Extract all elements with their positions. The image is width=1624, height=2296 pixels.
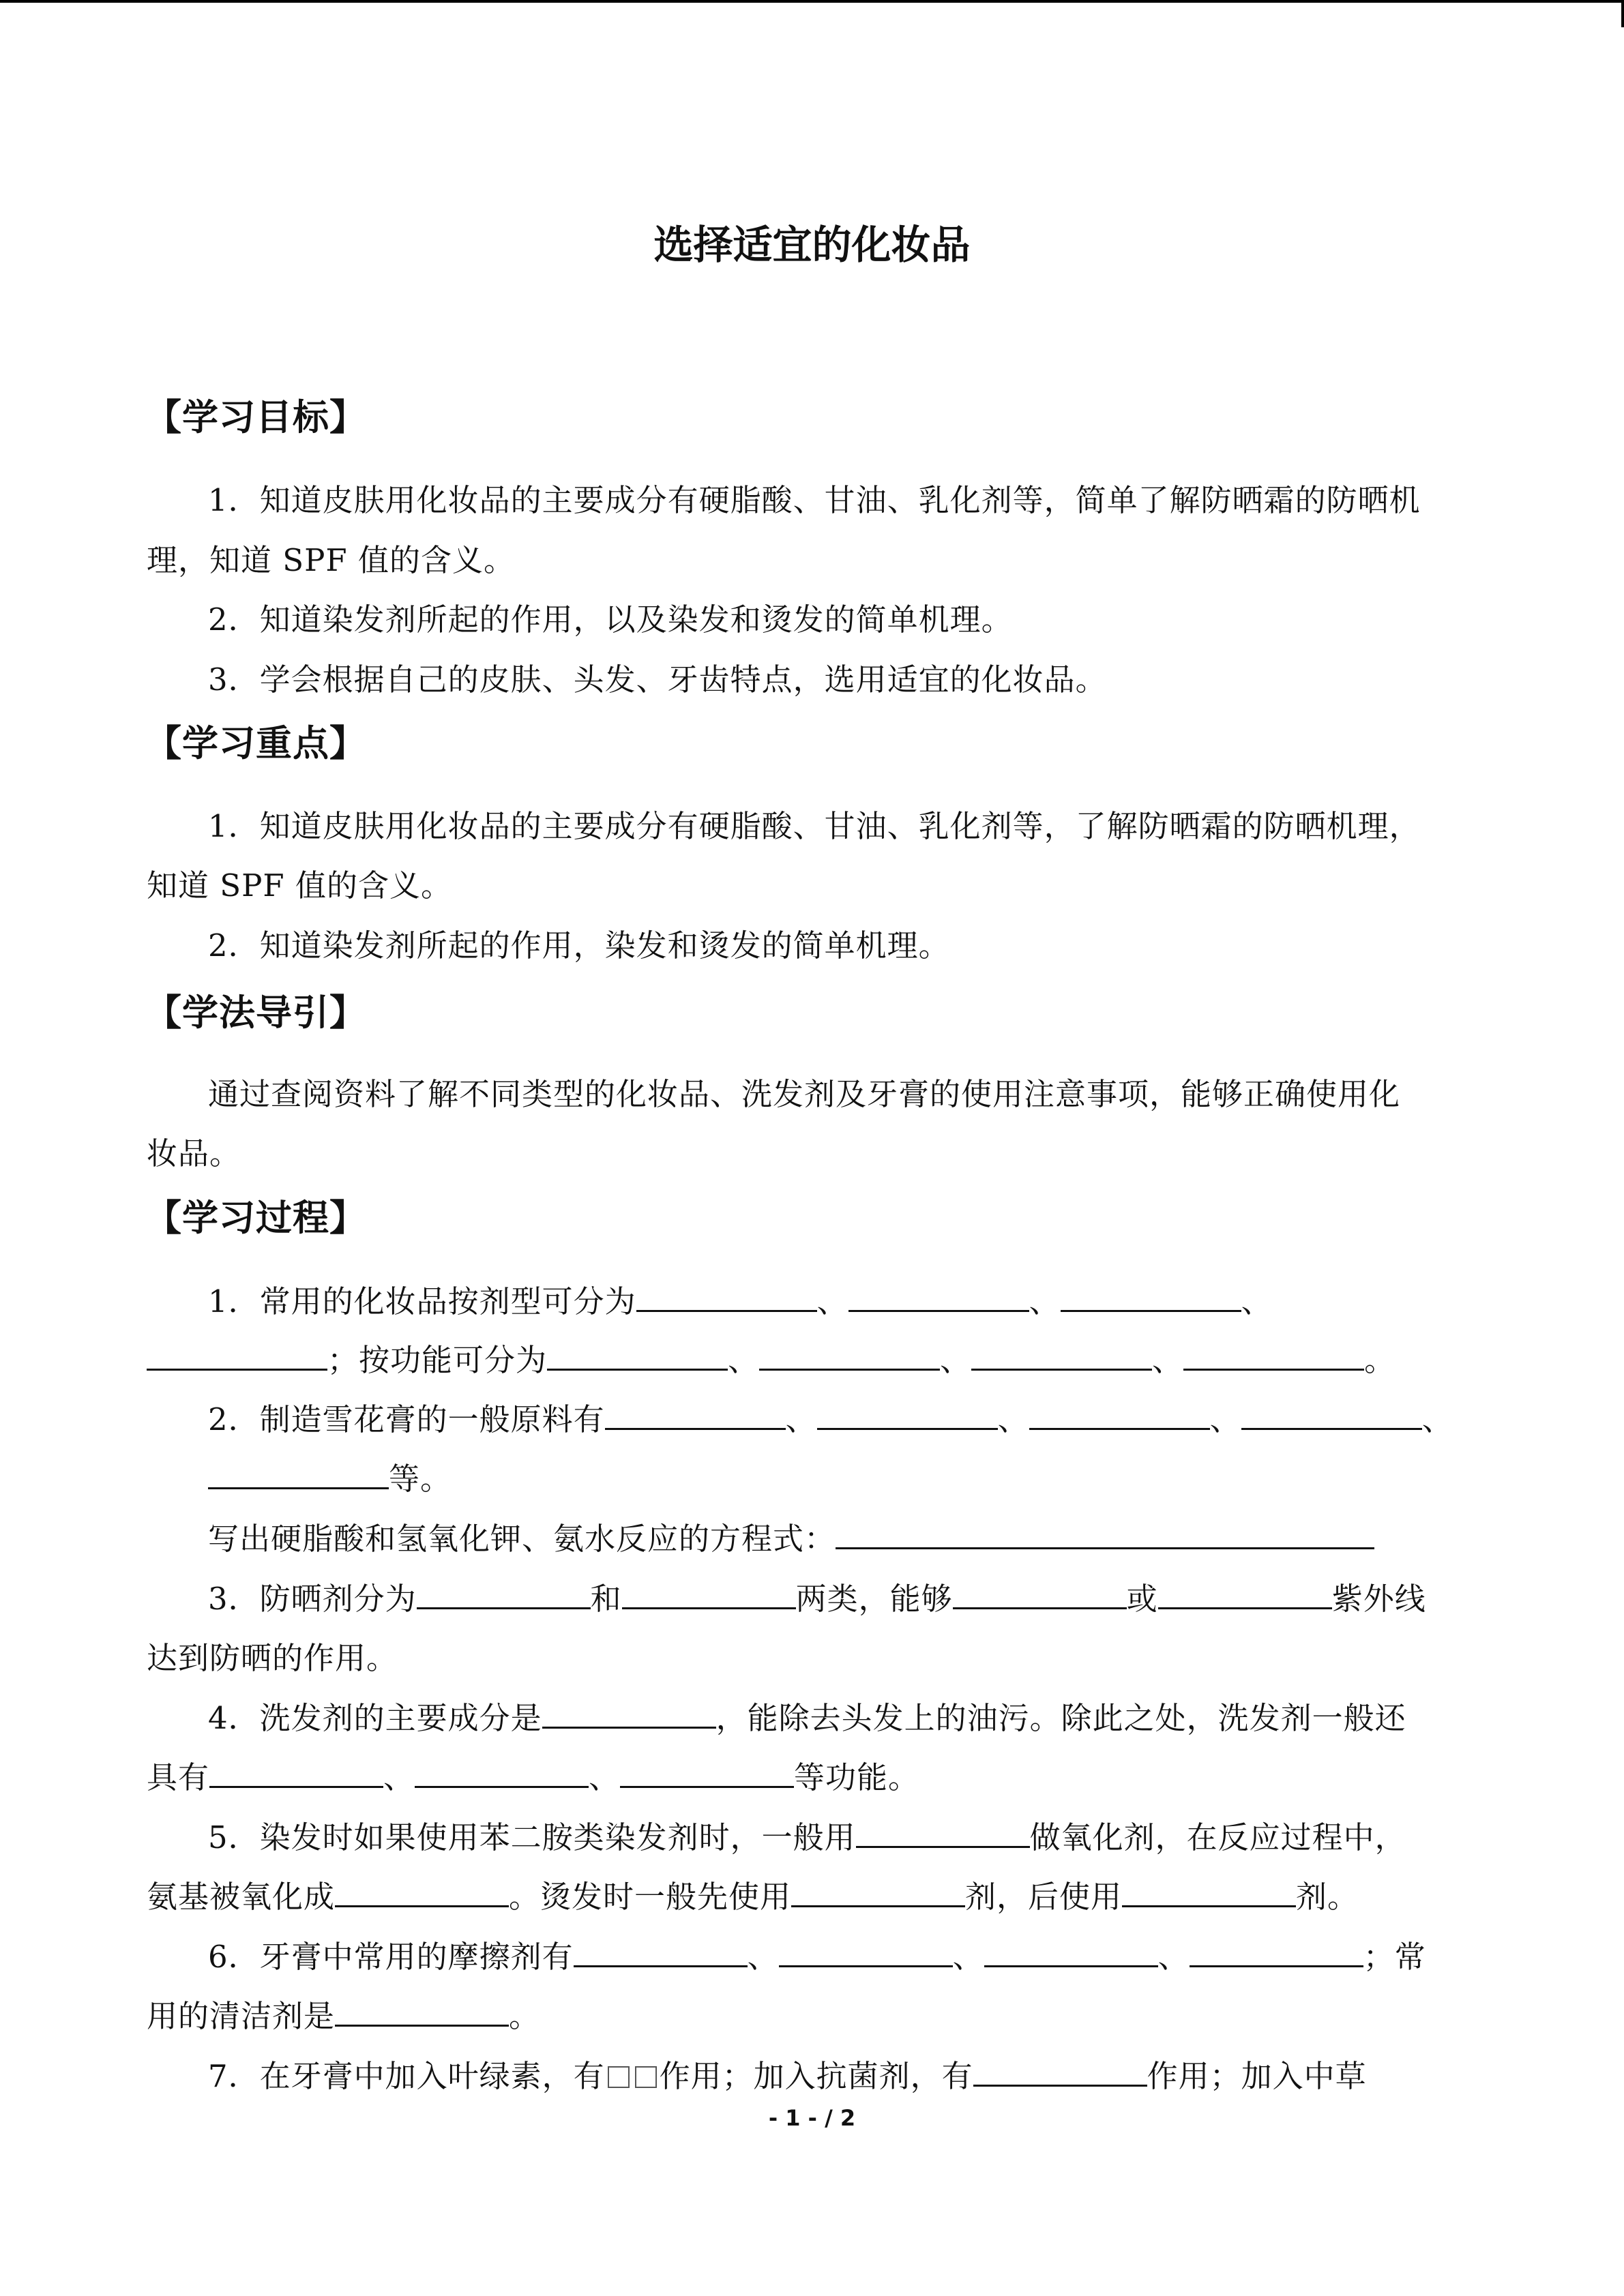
heading-method: 【学法导引】 bbox=[145, 992, 366, 1034]
answer-blank[interactable] bbox=[971, 1341, 1152, 1371]
question-5-line-1: 5．染发时如果使用苯二胺类染发剂时，一般用 做氧化剂，在反应过程中， bbox=[208, 1819, 1406, 1855]
focus-item-1b: 知道 SPF 值的含义。 bbox=[147, 867, 452, 904]
answer-blank[interactable] bbox=[208, 1460, 389, 1489]
question-2-equation: 写出硬脂酸和氢氧化钾、氨水反应的方程式： bbox=[208, 1514, 1374, 1558]
answer-blank[interactable] bbox=[1061, 1283, 1241, 1312]
goals-item-2: 2．知道染发剂所起的作用，以及染发和烫发的简单机理。 bbox=[208, 601, 1013, 638]
answer-blank[interactable] bbox=[622, 1580, 796, 1609]
answer-blank[interactable] bbox=[147, 1341, 327, 1371]
answer-blank[interactable] bbox=[547, 1341, 728, 1371]
answer-blank[interactable] bbox=[836, 1520, 1374, 1549]
answer-blank[interactable] bbox=[848, 1283, 1029, 1312]
answer-blank[interactable] bbox=[605, 1401, 786, 1430]
answer-blank[interactable] bbox=[542, 1699, 716, 1729]
question-2-line-2: 等。 bbox=[208, 1454, 452, 1498]
goals-item-3: 3．学会根据自己的皮肤、头发、牙齿特点，选用适宜的化妆品。 bbox=[208, 661, 1107, 698]
question-1-line-2: ；按功能可分为 、 、 、 。 bbox=[147, 1335, 1396, 1380]
empty-box-icon bbox=[608, 2066, 630, 2088]
question-3-line-2: 达到防晒的作用。 bbox=[147, 1640, 398, 1676]
answer-blank[interactable] bbox=[620, 1759, 794, 1788]
page-border-right bbox=[1621, 0, 1624, 27]
heading-goals: 【学习目标】 bbox=[145, 397, 366, 438]
page-border-top bbox=[0, 0, 1624, 3]
answer-blank[interactable] bbox=[417, 1580, 591, 1609]
goals-item-1a: 1．知道皮肤用化妆品的主要成分有硬脂酸、甘油、乳化剂等，简单了解防晒霜的防晒机 bbox=[208, 482, 1421, 518]
question-4-line-2: 具有 、 、 等功能。 bbox=[147, 1759, 920, 1795]
focus-item-2: 2．知道染发剂所起的作用，染发和烫发的简单机理。 bbox=[208, 927, 950, 964]
answer-blank[interactable] bbox=[209, 1759, 383, 1788]
question-4-line-1: 4．洗发剂的主要成分是 ，能除去头发上的油污。除此之处，洗发剂一般还 bbox=[208, 1700, 1406, 1736]
answer-blank[interactable] bbox=[856, 1819, 1030, 1848]
answer-blank[interactable] bbox=[973, 2057, 1147, 2087]
answer-blank[interactable] bbox=[984, 1938, 1158, 1967]
question-6-line-2: 用的清洁剂是 。 bbox=[147, 1998, 541, 2034]
answer-blank[interactable] bbox=[1158, 1580, 1332, 1609]
empty-box-icon bbox=[635, 2066, 657, 2088]
answer-blank[interactable] bbox=[779, 1938, 953, 1967]
heading-focus: 【学习重点】 bbox=[145, 723, 366, 764]
answer-blank[interactable] bbox=[335, 1878, 509, 1907]
question-5-line-2: 氨基被氧化成 。烫发时一般先使用 剂，后使用 剂。 bbox=[147, 1879, 1359, 1915]
question-6-line-1: 6．牙膏中常用的摩擦剂有 、 、 、 ；常 bbox=[208, 1939, 1426, 1975]
answer-blank[interactable] bbox=[791, 1878, 965, 1907]
answer-blank[interactable] bbox=[1029, 1401, 1210, 1430]
answer-blank[interactable] bbox=[759, 1341, 940, 1371]
answer-blank[interactable] bbox=[953, 1580, 1127, 1609]
answer-blank[interactable] bbox=[1122, 1878, 1296, 1907]
method-para-a: 通过查阅资料了解不同类型的化妆品、洗发剂及牙膏的使用注意事项，能够正确使用化 bbox=[208, 1076, 1401, 1112]
answer-blank[interactable] bbox=[1190, 1938, 1363, 1967]
question-2-line-1: 2．制造雪花膏的一般原料有 、 、 、 、 bbox=[208, 1401, 1453, 1437]
question-1-line-1: 1．常用的化妆品按剂型可分为 、 、 、 bbox=[208, 1283, 1273, 1320]
page-number: - 1 - / 2 bbox=[768, 2105, 856, 2131]
question-7-line-1: 7．在牙膏中加入叶绿素，有 作用；加入抗菌剂，有 作用；加入中草 bbox=[208, 2058, 1367, 2094]
answer-blank[interactable] bbox=[636, 1283, 817, 1312]
document-title: 选择适宜的化妆品 bbox=[653, 222, 971, 268]
answer-blank[interactable] bbox=[1183, 1341, 1364, 1371]
answer-blank[interactable] bbox=[1241, 1401, 1422, 1430]
method-para-b: 妆品。 bbox=[147, 1135, 241, 1172]
goals-item-1b: 理，知道 SPF 值的含义。 bbox=[147, 542, 515, 578]
answer-blank[interactable] bbox=[817, 1401, 998, 1430]
answer-blank[interactable] bbox=[335, 1997, 509, 2027]
question-3-line-1: 3．防晒剂分为 和 两类，能够 或 紫外线 bbox=[208, 1581, 1426, 1617]
answer-blank[interactable] bbox=[415, 1759, 589, 1788]
answer-blank[interactable] bbox=[574, 1938, 748, 1967]
heading-process: 【学习过程】 bbox=[145, 1197, 366, 1239]
focus-item-1a: 1．知道皮肤用化妆品的主要成分有硬脂酸、甘油、乳化剂等，了解防晒霜的防晒机理， bbox=[208, 808, 1421, 844]
